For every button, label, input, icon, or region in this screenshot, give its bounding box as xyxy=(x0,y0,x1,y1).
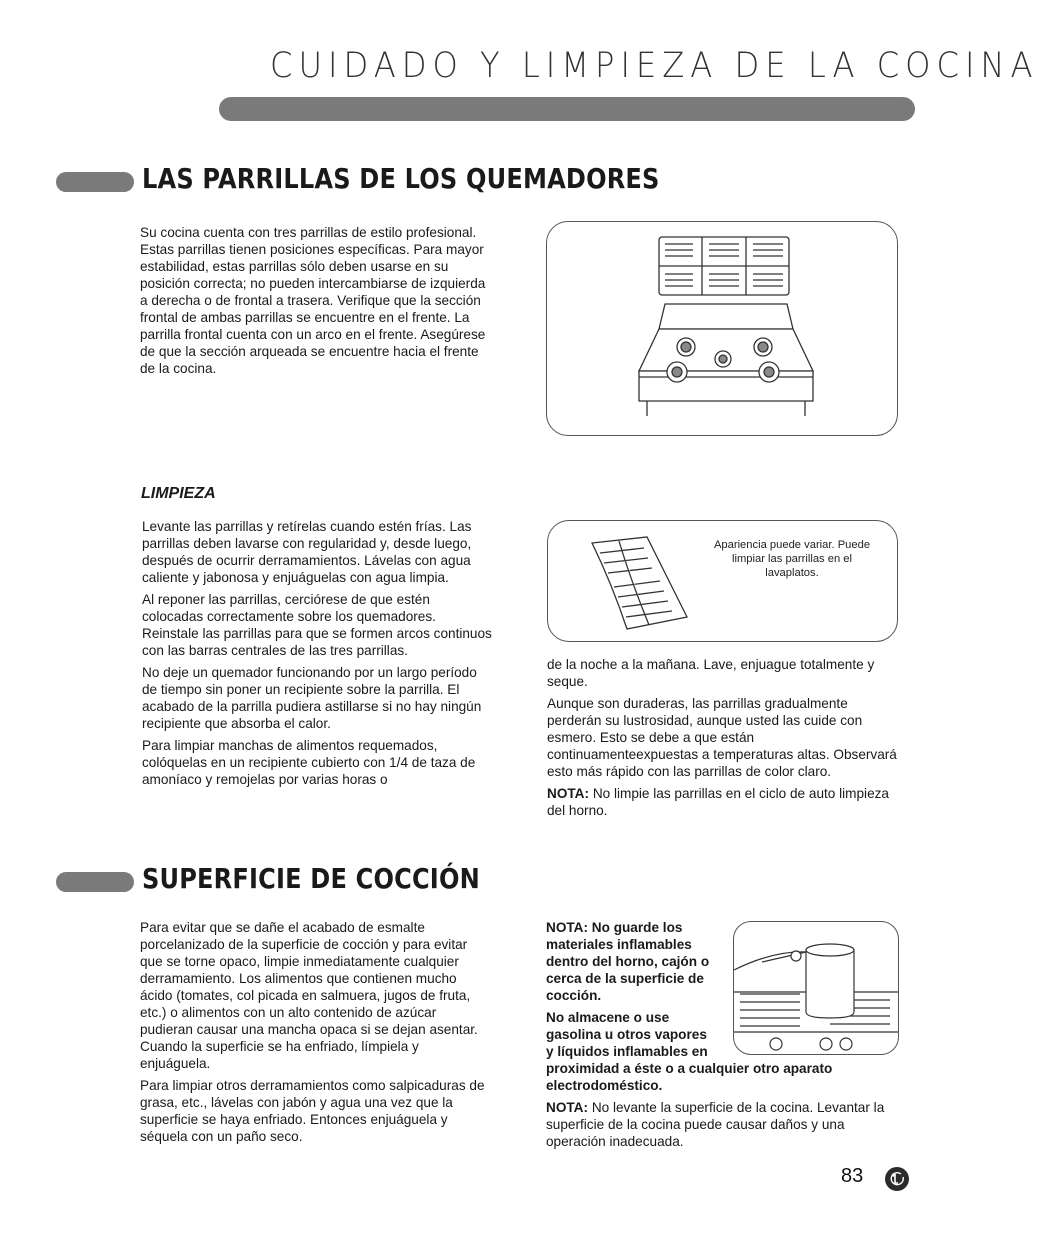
warning-line: No almacene o use xyxy=(546,1010,670,1025)
paragraph: Para evitar que se dañe el acabado de esmalte porcelanizado de la superficie de cocción y para evitar que se torne opaco, limpie inmediatamente cualquier derramamiento. Los alimentos que contienen mucho ácido (tomates, col picada en salmuera, jugos de fruta, etc.) o alimentos con un alto contenido de azúcar pudieran causar una mancha opaca si se dejan asentar. Cuando la superficie se ha enfriado, límpiela y enjuáguela. xyxy=(140,920,478,1071)
title-bar xyxy=(219,97,915,121)
cleaning-right-text xyxy=(547,656,901,824)
paragraph: Para limpiar otros derramamientos como salpicaduras de grasa, etc., lávelas con jabón y agua una vez que la superficie se haya enfriado. Entonces enjuáguela y séquela con un paño seco. xyxy=(140,1078,485,1144)
grates-note xyxy=(547,785,901,819)
cooktop-left-text xyxy=(140,919,492,1150)
grates-intro: Su cocina cuenta con tres parrillas de estilo profesional. Estas parrillas tienen posiciones específicas. Para mayor estabilidad, estas parrillas sólo deben usarse en su posición correcta; no pueden intercambiarse de izquierda a derecha o de frontal a trasera. Verifique que la sección frontal de ambas parrillas se encuentre en el frente. La parrilla frontal cuenta con un arco en el frente. Asegúrese de que la sección arqueada se encuentre hacia el frente de la cocina. xyxy=(140,225,486,376)
page-title: CUIDADO Y LIMPIEZA DE LA COCINA xyxy=(270,46,1039,86)
warning-line: gasolina u otros vapores xyxy=(546,1027,707,1042)
paragraph: Para limpiar manchas de alimentos requemados, colóquelas en un recipiente cubierto con 1/4 de taza de amoníaco y remojelas por varias horas o xyxy=(142,738,476,787)
lg-logo-icon xyxy=(885,1167,909,1191)
single-grate-illustration xyxy=(586,535,696,635)
section-marker xyxy=(56,872,134,892)
cleaning-left-text xyxy=(142,518,494,793)
dishwasher-note-box xyxy=(547,520,898,642)
section-title-burner-grates: LAS PARRILLAS DE LOS QUEMADORES xyxy=(142,162,660,195)
note-text: No limpie las parrillas en el ciclo de auto limpieza del horno. xyxy=(547,786,889,818)
pot-on-cooktop-illustration xyxy=(734,922,898,1054)
section-marker xyxy=(56,172,134,192)
paragraph: Al reponer las parrillas, cerciórese de que estén colocadas correctamente sobre los quemadores. Reinstale las parrillas para que se formen arcos continuos con las barras centrales de las tres parrillas. xyxy=(142,592,492,658)
flammable-warning: NOTA: No guarde los materiales inflamables dentro del horno, cajón o cerca de la superficie de cocción. xyxy=(546,920,710,1003)
cleaning-subheading: LIMPIEZA xyxy=(141,485,216,502)
cooktop-illustration-box xyxy=(733,921,899,1055)
paragraph: de la noche a la mañana. Lave, enjuague totalmente y seque. xyxy=(547,657,875,689)
page-number: 83 xyxy=(841,1165,864,1187)
note-text: No levante la superficie de la cocina. Levantar la superficie de la cocina puede causar daños y una operación inadecuada. xyxy=(546,1100,885,1149)
paragraph: No deje un quemador funcionando por un largo período de tiempo sin poner un recipiente sobre la parrilla. El acabado de la parrilla pudiera astillarse si no hay ningún recipiente que absorba el calor. xyxy=(142,665,482,731)
cooktop-note xyxy=(546,1099,886,1150)
warning-line: y líquidos inflamables en xyxy=(546,1044,708,1059)
note-label: NOTA: xyxy=(546,1100,589,1115)
section-title-cooktop-surface: SUPERFICIE DE COCCIÓN xyxy=(142,862,480,895)
note-label: NOTA: xyxy=(547,786,590,801)
range-with-grates-illustration xyxy=(547,222,897,435)
dishwasher-caption: Apariencia puede variar. Puede limpiar las parrillas en el lavaplatos. xyxy=(713,539,871,579)
lg-logo-mark xyxy=(885,1167,909,1191)
warning-line: proximidad a éste o a cualquier otro aparato electrodoméstico. xyxy=(546,1061,833,1093)
paragraph: Levante las parrillas y retírelas cuando estén frías. Las parrillas deben lavarse con regularidad y, desde luego, después de ocurrir derramamientos. Lávelas con agua caliente y jabonosa y enjuáguelas con agua limpia. xyxy=(142,519,472,585)
paragraph: Aunque son duraderas, las parrillas gradualmente perderán su lustrosidad, aunque usted las cuide con esmero. Esto se debe a que están continuamenteexpuestas a temperaturas altas. Observará esto más rápido con las parrillas de color claro. xyxy=(547,696,897,779)
grates-illustration-box xyxy=(546,221,898,436)
